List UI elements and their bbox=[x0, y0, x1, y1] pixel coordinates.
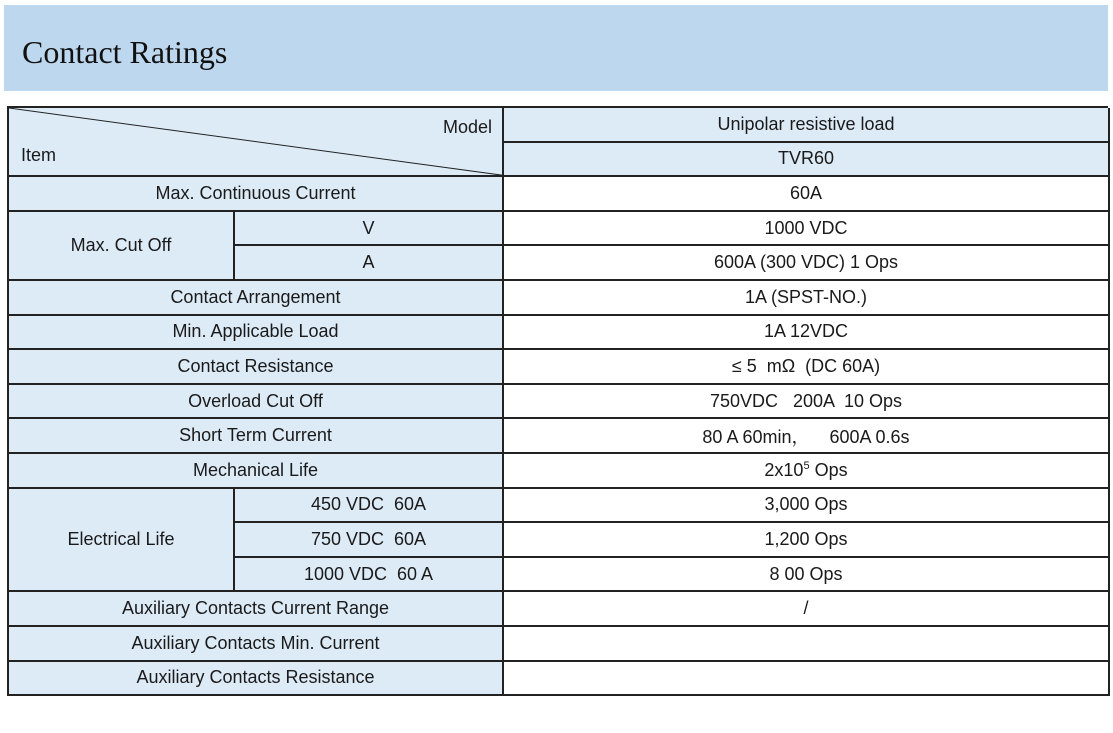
row-value: 600A (300 VDC) 1 Ops bbox=[503, 245, 1109, 280]
model-name-header: TVR60 bbox=[503, 142, 1109, 177]
row-label: Mechanical Life bbox=[8, 453, 503, 488]
table-row bbox=[8, 384, 1109, 419]
row-value: 8 00 Ops bbox=[503, 557, 1109, 592]
table-row bbox=[8, 591, 1109, 626]
table-row bbox=[8, 661, 1109, 696]
row-label: Auxiliary Contacts Min. Current bbox=[8, 626, 503, 661]
table-row bbox=[8, 280, 1109, 315]
diagonal-header-cell bbox=[8, 108, 503, 176]
row-sub-label: V bbox=[234, 211, 503, 246]
row-label: Contact Resistance bbox=[8, 349, 503, 384]
table-row bbox=[8, 176, 1109, 211]
row-label: Contact Arrangement bbox=[8, 280, 503, 315]
row-group-label: Electrical Life bbox=[8, 488, 234, 592]
row-value: / bbox=[503, 591, 1109, 626]
model-header-label: Model bbox=[442, 117, 492, 137]
table-row bbox=[8, 211, 1109, 246]
mechanical-life-base: 2x10 bbox=[764, 459, 804, 480]
row-label: Min. Applicable Load bbox=[8, 315, 503, 350]
row-group-label: Max. Cut Off bbox=[8, 211, 234, 280]
row-label: Max. Continuous Current bbox=[8, 176, 503, 211]
table-row bbox=[8, 418, 1109, 453]
load-type-header: Unipolar resistive load bbox=[503, 108, 1109, 142]
row-value: 3,000 Ops bbox=[503, 488, 1109, 523]
row-value: 1000 VDC bbox=[503, 211, 1109, 246]
row-value: 80 A 60min， 600A 0.6s bbox=[503, 418, 1109, 453]
row-value: 60A bbox=[503, 176, 1109, 211]
row-value: ≤ 5 mΩ (DC 60A) bbox=[503, 349, 1109, 384]
table-row bbox=[8, 488, 1109, 523]
mechanical-life-unit: Ops bbox=[809, 459, 848, 480]
page-title: Contact Ratings bbox=[22, 34, 228, 70]
row-label: Overload Cut Off bbox=[8, 384, 503, 419]
table-row bbox=[8, 349, 1109, 384]
table-row bbox=[8, 626, 1109, 661]
row-value: 1,200 Ops bbox=[503, 522, 1109, 557]
item-header-label: Item bbox=[21, 145, 57, 166]
row-sub-label: 1000 VDC 60 A bbox=[234, 557, 503, 592]
table-row bbox=[8, 315, 1109, 350]
row-label: Auxiliary Contacts Resistance bbox=[8, 661, 503, 696]
title-bar bbox=[4, 5, 1108, 91]
row-sub-label: A bbox=[234, 245, 503, 280]
row-sub-label: 750 VDC 60A bbox=[234, 522, 503, 557]
row-value: 1A (SPST-NO.) bbox=[503, 280, 1109, 315]
row-value: 1A 12VDC bbox=[503, 315, 1109, 350]
header-row-load-type bbox=[8, 108, 1109, 142]
table-row bbox=[8, 453, 1109, 488]
row-label: Short Term Current bbox=[8, 418, 503, 453]
diagonal-divider bbox=[9, 108, 502, 175]
row-value bbox=[503, 453, 1109, 488]
row-value: 750VDC 200A 10 Ops bbox=[503, 384, 1109, 419]
mechanical-life-exponent: 5 bbox=[803, 459, 810, 472]
row-value bbox=[503, 626, 1109, 661]
row-label: Auxiliary Contacts Current Range bbox=[8, 591, 503, 626]
row-value bbox=[503, 661, 1109, 696]
contact-ratings-table bbox=[7, 108, 1110, 696]
row-sub-label: 450 VDC 60A bbox=[234, 488, 503, 523]
